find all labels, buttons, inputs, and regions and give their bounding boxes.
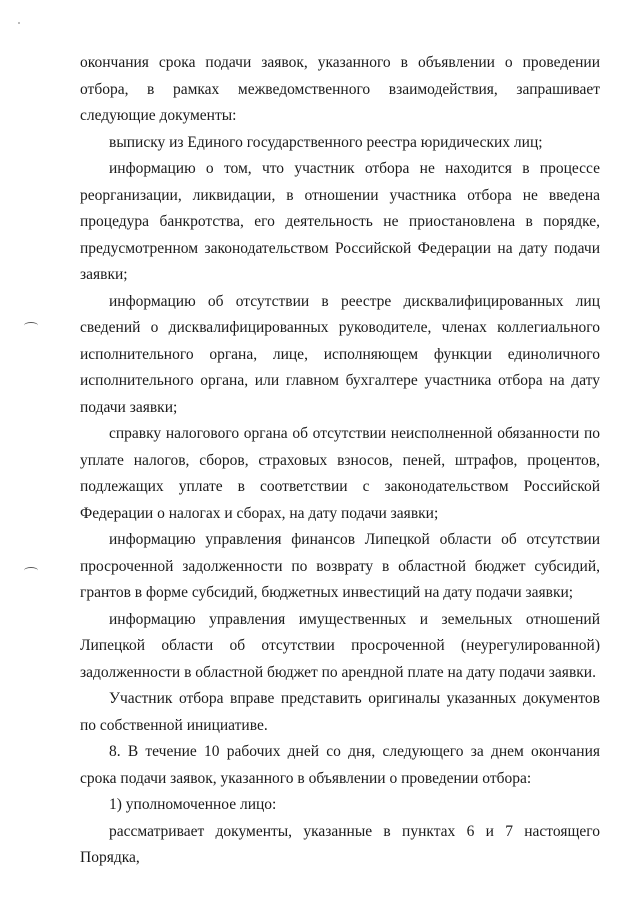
hole-punch-mark-top	[24, 322, 38, 329]
paragraph-originals-right: Участник отбора вправе представить оригиналы указанных документов по собственной инициативе.	[80, 690, 600, 734]
paragraph-continuation: окончания срока подачи заявок, указанного в объявлении о проведении отбора, в рамках межведомственного взаимодействия, запрашивает следующие документы:	[80, 54, 600, 124]
paragraph-disqualified-registry: информацию об отсутствии в реестре дисквалифицированных лиц сведений о дисквалифицированных руководителе, членах коллегиального исполнительного органа, лице, исполняющем функции единоличного исполнительного органа, или главном бухгалтере участника отбора на дату подачи заявки;	[80, 292, 600, 416]
paragraph-tax-certificate: справку налогового органа об отсутствии неисполненной обязанности по уплате налогов, сборов, страховых взносов, пеней, штрафов, процентов, подлежащих уплате в соответствии с законодательством Российской Федерации о налогах и сборах, на дату подачи заявки;	[80, 425, 600, 522]
paragraph-reviews-documents: рассматривает документы, указанные в пунктах 6 и 7 настоящего Порядка,	[80, 822, 600, 866]
paragraph-item-8: 8. В течение 10 рабочих дней со дня, следующего за днем окончания срока подачи заявок, указанного в объявлении о проведении отбора:	[80, 743, 600, 787]
scan-speck	[18, 22, 20, 24]
paragraph-egrul-extract: выписку из Единого государственного реестра юридических лиц;	[109, 133, 543, 151]
paragraph-property-debt-info: информацию управления имущественных и земельных отношений Липецкой области об отсутствии просроченной (неурегулированной) задолженности в областной бюджет по арендной плате на дату подачи заявки.	[80, 610, 600, 681]
paragraph-reorganization-info: информацию о том, что участник отбора не находится в процессе реорганизации, ликвидации, в отношении участника отбора не введена процедура банкротства, его деятельность не приостановлена в порядке, предусмотренном законодательством Российской Федерации на дату подачи заявки;	[80, 160, 600, 283]
paragraph-finance-debt-info: информацию управления финансов Липецкой области об отсутствии просроченной задолженности по возврату в областной бюджет субсидий, грантов в форме субсидий, бюджетных инвестиций на дату подачи заявки;	[80, 531, 600, 601]
document-body	[80, 50, 600, 872]
paragraph-authorized-person: 1) уполномоченное лицо:	[109, 796, 277, 813]
hole-punch-mark-bottom	[24, 567, 38, 574]
